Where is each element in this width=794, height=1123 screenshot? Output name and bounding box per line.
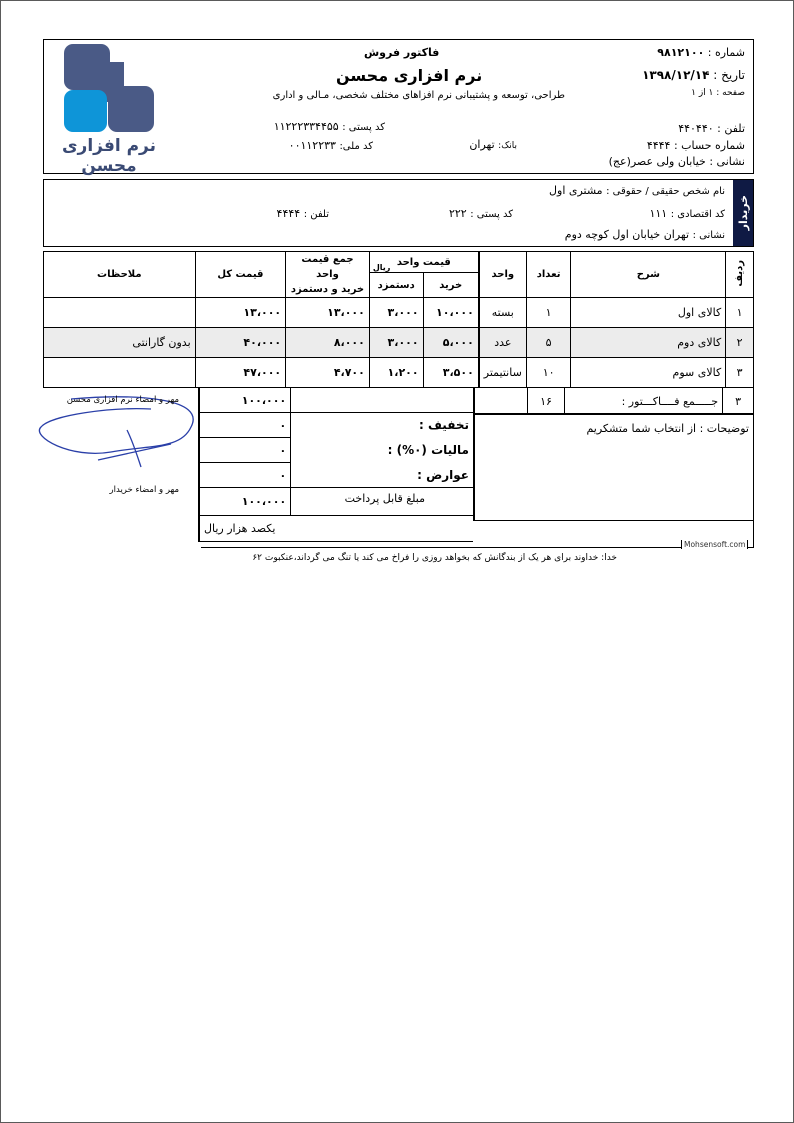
invoice-sum-row [473,387,754,415]
buyer-postal: کد پستی : ۲۲۲ [448,207,513,220]
totals-table [198,387,473,542]
payable-value: ۱۰۰،۰۰۰ [199,488,291,516]
cell-qty: ۵ [526,328,571,358]
seller-phone: تلفن : ۴۴۰۴۴۰ [678,122,745,135]
logo-text: نرم افزاری محسن [61,136,157,176]
company-name: نرم افزاری محسن [336,66,483,85]
cell-qty: ۱ [526,298,571,328]
sum-label: جـــــمع فــــاکـــتور : [564,388,722,415]
header-remarks: ملاحظات [44,252,196,298]
header-purchase: خرید [423,273,479,298]
buyer-address: نشانی : تهران خیابان اول کوچه دوم [564,228,725,241]
buyer-economic-code: کد اقتصادی : ۱۱۱ [649,207,725,220]
page-number: صفحه : ۱ از ۱ [691,88,745,98]
cell-description: کالای سوم [571,358,726,388]
table-row [44,328,754,358]
header-unit-sum: جمع قیمت واحد خرید و دستمزد [286,252,370,298]
cell-description: کالای دوم [571,328,726,358]
seller-national-id: کد ملی: ۰۰۱۱۲۲۳۳ [288,139,373,152]
seller-account: شماره حساب : ۴۴۴۴ [646,139,745,152]
cell-row-no: ۱ [726,298,754,328]
footer-divider [201,547,754,548]
buyer-phone: تلفن : ۴۴۴۴ [276,207,329,220]
discount-value: ۰ [199,413,291,438]
notes-text: توضیحات : از انتخاب شما متشکریم [586,422,749,435]
payable-label: مبلغ قابل پرداخت [344,492,425,505]
cell-remarks [44,298,196,328]
tax-value: ۰ [199,438,291,463]
company-tagline: طراحی، توسعه و پشتیبانی نرم افزاهای مختلف شخصی، مـالی و اداری [272,90,565,101]
table-row [44,298,754,328]
cell-unit: بسته [479,298,527,328]
subtotal-value: ۱۰۰،۰۰۰ [199,388,291,413]
cell-description: کالای اول [571,298,726,328]
cell-labor: ۳،۰۰۰ [369,328,423,358]
company-logo [64,44,174,139]
header-labor: دستمزد [369,273,423,298]
header-unit-price: قیمت واحد ریال [369,252,478,273]
duties-label: عوارض : [291,463,473,488]
items-table [43,251,754,388]
qty-total: ۱۶ [528,388,565,415]
row-count: ۳ [723,388,754,415]
cell-purchase: ۵،۰۰۰ [423,328,479,358]
tax-label: مالیات (۰%) : [387,443,469,457]
buyer-box [43,179,754,247]
cell-row-no: ۳ [726,358,754,388]
footer-quote: خدا: خداوند برای هر یک از بندگانش که بخواهد روزی را فراخ می کند یا تنگ می گرداند،عنکبوت ۶۲ [252,553,617,563]
cell-remarks: بدون گارانتی [44,328,196,358]
seller-signature-label: مهر و امضاء نرم افزاری محسن [66,395,179,405]
header-description: شرح [571,252,726,298]
header-unit: واحد [479,252,527,298]
buyer-name: نام شخص حقیقی / حقوقی : مشتری اول [549,184,725,197]
invoice-number: شماره : ۹۸۱۲۱۰۰ [657,46,745,59]
cell-unit: سانتیمتر [479,358,527,388]
invoice-date: تاریخ : ۱۳۹۸/۱۲/۱۴ [642,68,745,82]
credit-link[interactable]: Mohsensoft.com [681,540,748,549]
cell-unit-sum: ۸،۰۰۰ [286,328,370,358]
cell-total: ۴۰،۰۰۰ [195,328,286,358]
empty-cell [291,388,473,413]
header-total: قیمت کل [195,252,286,298]
seller-postal: کد پستی : ۱۱۲۲۲۳۳۴۴۵۵ [273,120,385,133]
header-row-no: ردیف [726,252,754,298]
seller-bank: بانک: تهران [469,138,517,151]
cell-purchase: ۳،۵۰۰ [423,358,479,388]
payable-in-words: یکصد هزار ریال [199,516,473,542]
document-type: فاکتور فروش [364,46,440,59]
header-qty: تعداد [526,252,571,298]
notes-box [473,413,754,521]
cell-total: ۱۳،۰۰۰ [195,298,286,328]
buyer-signature-label: مهر و امضاء خریدار [109,485,179,495]
sum-empty [474,388,528,415]
signature-area [31,387,201,507]
table-row [44,358,754,388]
cell-purchase: ۱۰،۰۰۰ [423,298,479,328]
cell-unit-sum: ۴،۷۰۰ [286,358,370,388]
cell-unit: عدد [479,328,527,358]
seller-header [43,39,754,174]
footer-border [753,521,754,548]
cell-total: ۴۷،۰۰۰ [195,358,286,388]
seller-address: نشانی : خیابان ولی عصر(عج) [608,155,745,168]
buyer-tag: خریدار [733,180,753,246]
cell-remarks [44,358,196,388]
cell-row-no: ۲ [726,328,754,358]
cell-qty: ۱۰ [526,358,571,388]
cell-unit-sum: ۱۳،۰۰۰ [286,298,370,328]
cell-labor: ۱،۲۰۰ [369,358,423,388]
duties-value: ۰ [199,463,291,488]
cell-labor: ۳،۰۰۰ [369,298,423,328]
discount-label: تخفیف : [419,418,469,433]
